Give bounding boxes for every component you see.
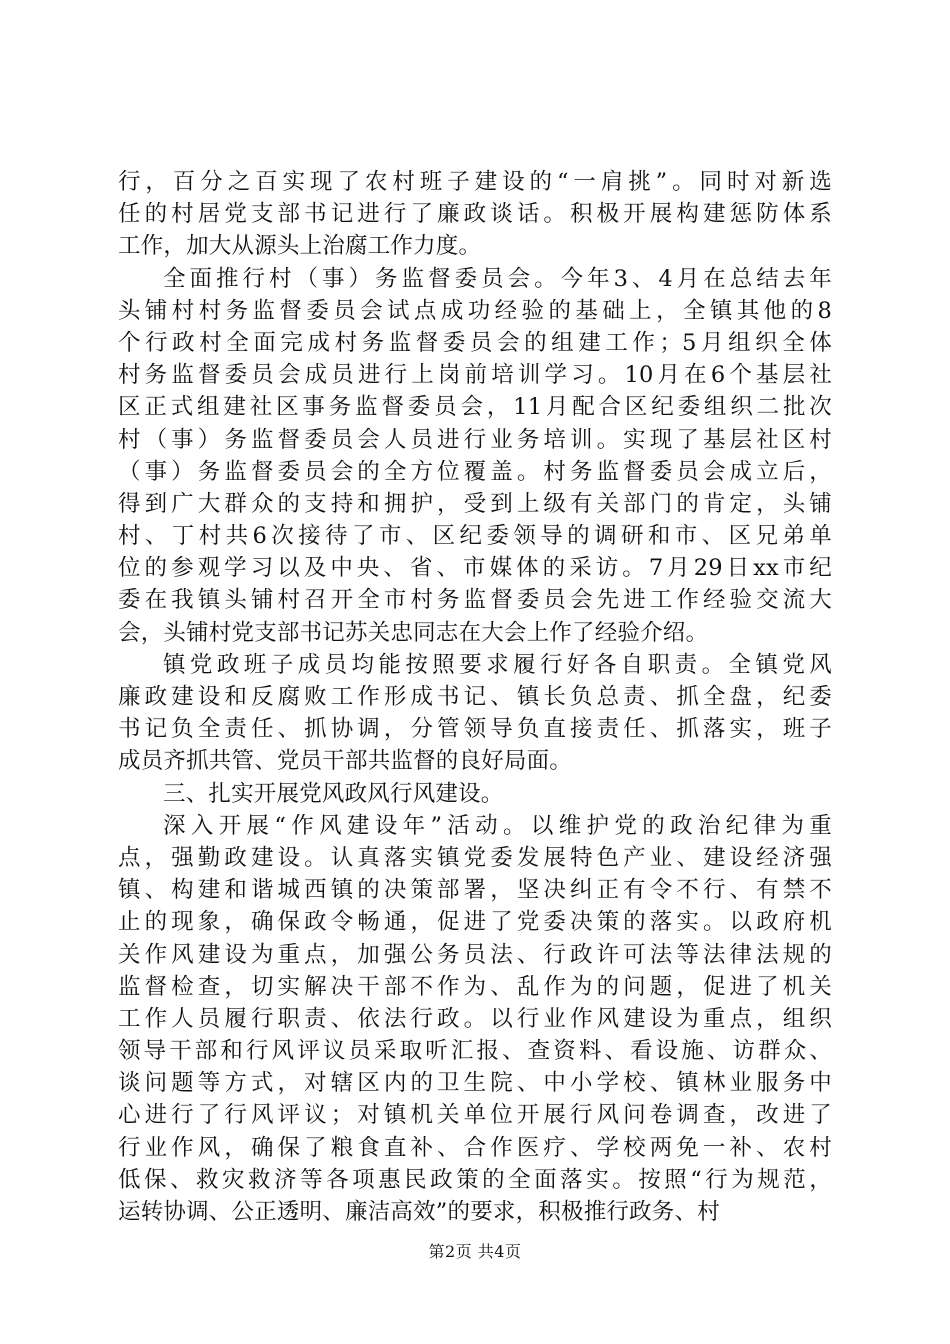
page-footer: 第2页 共4页 [428, 1242, 522, 1261]
paragraph-line: 三、扎实开展党风政风行风建设。 [163, 780, 504, 807]
paragraph-line: 村（事）务监督委员会人员进行业务培训。实现了基层社区村 [118, 426, 832, 453]
paragraph [118, 166, 832, 263]
paragraph-line: 位的参观学习以及中央、省、市媒体的采访。7月29日xx市纪 [118, 555, 832, 582]
paragraph-line: 心进行了行风评议；对镇机关单位开展行风问卷调查，改进了 [118, 1102, 832, 1129]
paragraph-line: 村务监督委员会成员进行上岗前培训学习。10月在6个基层社 [118, 362, 832, 389]
document-body [118, 166, 832, 1228]
paragraph-line: 低保、救灾救济等各项惠民政策的全面落实。按照“行为规范， [118, 1166, 832, 1193]
paragraph-line: 委在我镇头铺村召开全市村务监督委员会先进工作经验交流大 [118, 587, 832, 614]
paragraph-line: 头铺村村务监督委员会试点成功经验的基础上，全镇其他的8 [118, 297, 832, 324]
paragraph-line: 工作人员履行职责、依法行政。以行业作风建设为重点，组织 [118, 1005, 832, 1032]
paragraph-line: 书记负全责任、抓协调，分管领导负直接责任、抓落实，班子 [118, 716, 832, 743]
paragraph-line: 行业作风，确保了粮食直补、合作医疗、学校两免一补、农村 [118, 1134, 832, 1161]
paragraph-line: 监督检查，切实解决干部不作为、乱作为的问题，促进了机关 [118, 973, 832, 1000]
paragraph [118, 649, 832, 778]
paragraph-line: 得到广大群众的支持和拥护，受到上级有关部门的肯定，头铺 [118, 490, 832, 517]
paragraph-line: 个行政村全面完成村务监督委员会的组建工作；5月组织全体 [118, 329, 832, 356]
paragraph [118, 810, 832, 1228]
paragraph-line: 领导干部和行风评议员采取听汇报、查资料、看设施、访群众、 [118, 1038, 832, 1065]
paragraph-line: 村、丁村共6次接待了市、区纪委领导的调研和市、区兄弟单 [118, 523, 832, 550]
paragraph-line: 运转协调、公正透明、廉洁高效”的要求，积极推行政务、村 [118, 1199, 720, 1225]
paragraph-line: 谈问题等方式，对辖区内的卫生院、中小学校、镇林业服务中 [118, 1070, 832, 1097]
paragraph-line: 关作风建设为重点，加强公务员法、行政许可法等法律法规的 [118, 941, 832, 968]
paragraph-line: （事）务监督委员会的全方位覆盖。村务监督委员会成立后， [118, 458, 832, 485]
paragraph-line: 区正式组建社区事务监督委员会，11月配合区纪委组织二批次 [118, 394, 832, 421]
paragraph-line: 点，强勤政建设。认真落实镇党委发展特色产业、建设经济强 [118, 844, 832, 871]
paragraph-line: 深入开展“作风建设年”活动。以维护党的政治纪律为重 [163, 812, 832, 839]
paragraph [118, 263, 832, 649]
paragraph-line: 止的现象，确保政令畅通，促进了党委决策的落实。以政府机 [118, 909, 832, 936]
paragraph [118, 778, 832, 810]
paragraph-line: 工作，加大从源头上治腐工作力度。 [118, 233, 482, 260]
paragraph-line: 行，百分之百实现了农村班子建设的“一肩挑”。同时对新选 [118, 169, 832, 195]
paragraph-line: 全面推行村（事）务监督委员会。今年3、4月在总结去年 [163, 265, 832, 292]
paragraph-line: 会，头铺村党支部书记苏关忠同志在大会上作了经验介绍。 [118, 619, 709, 646]
paragraph-line: 成员齐抓共管、党员干部共监督的良好局面。 [118, 748, 573, 775]
paragraph-line: 镇、构建和谐城西镇的决策部署，坚决纠正有令不行、有禁不 [118, 877, 832, 904]
paragraph-line: 任的村居党支部书记进行了廉政谈话。积极开展构建惩防体系 [118, 201, 832, 228]
paragraph-line: 镇党政班子成员均能按照要求履行好各自职责。全镇党风 [163, 651, 832, 678]
paragraph-line: 廉政建设和反腐败工作形成书记、镇长负总责、抓全盘，纪委 [118, 684, 832, 710]
